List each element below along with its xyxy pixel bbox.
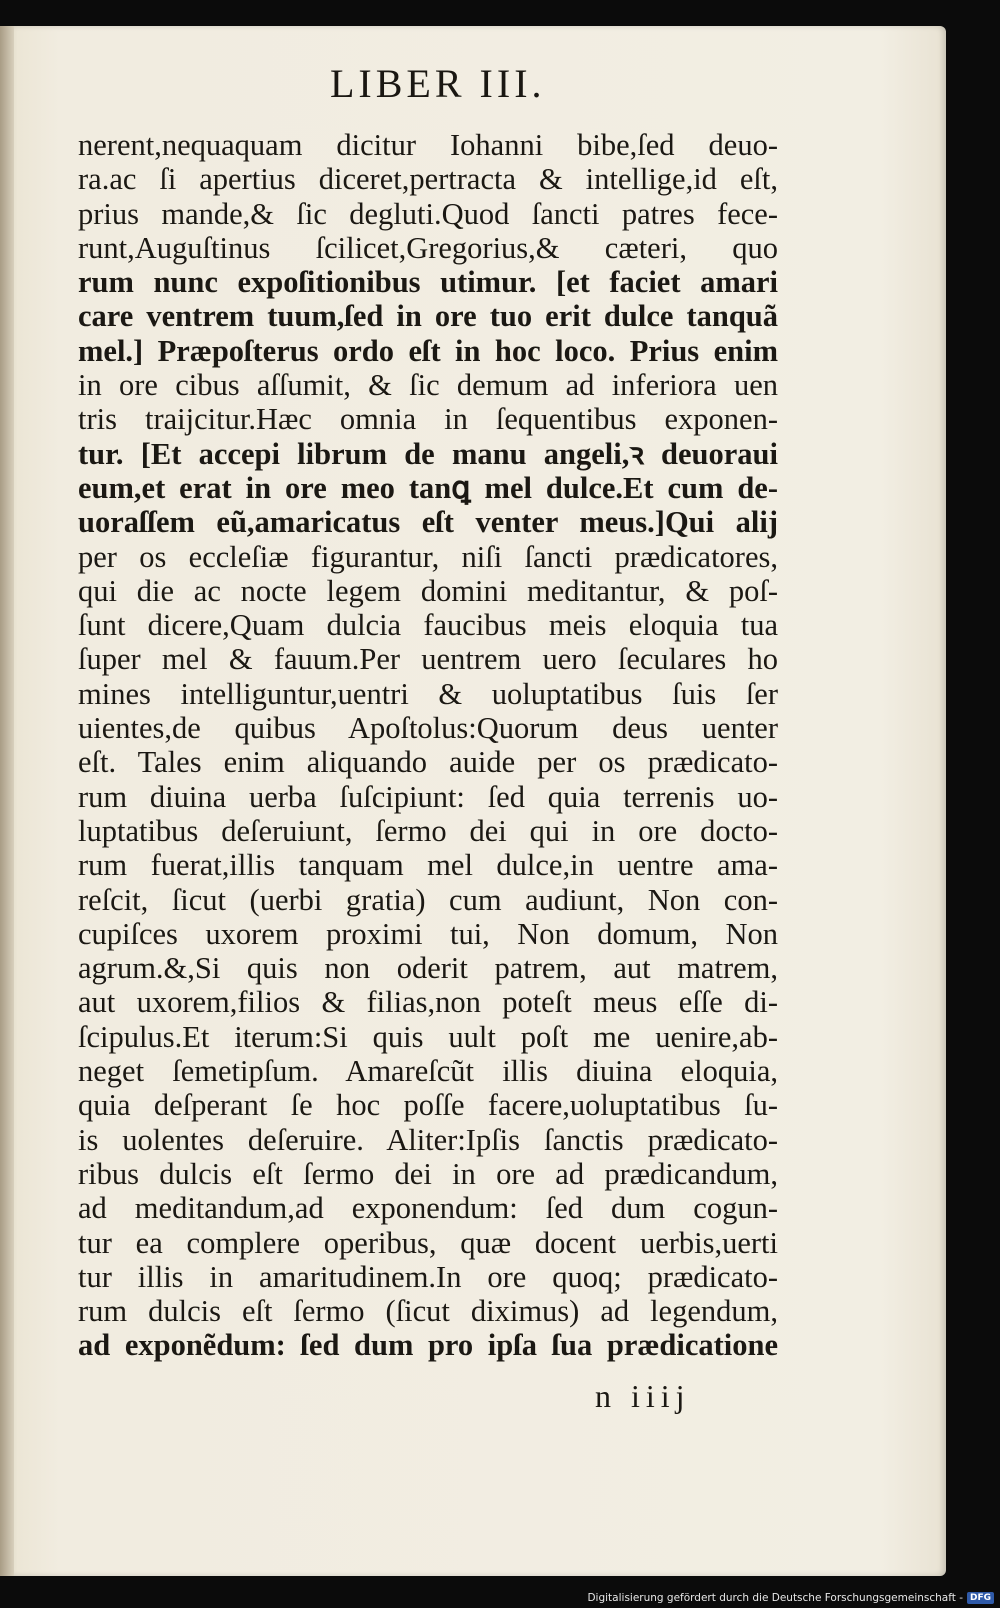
text-line: prius mande,& ſic degluti.Quod ſancti patres fece-	[78, 196, 778, 231]
text-line: ad meditandum,ad exponendum: ſed dum cogun-	[78, 1191, 778, 1226]
text-line: luptatibus deſeruiunt, ſermo dei qui in ore docto-	[78, 813, 778, 848]
text-line: ſcipulus.Et iterum:Si quis uult poſt me uenire,ab-	[78, 1019, 778, 1054]
text-line: care ventrem tuum,ſed in ore tuo erit dulce tanquã	[78, 299, 778, 334]
text-line: tris traijcitur.Hæc omnia in ſequentibus exponen-	[78, 402, 778, 437]
text-line: eſt. Tales enim aliquando auide per os prædicato-	[78, 745, 778, 780]
text-line: agrum.&,Si quis non oderit patrem, aut matrem,	[78, 951, 778, 986]
page-gutter	[0, 26, 14, 1576]
text-line: eum,et erat in ore meo tanꝗ mel dulce.Et cum de-	[78, 470, 778, 505]
running-header: LIBER III.	[330, 61, 546, 106]
text-line: quia deſperant ſe hoc poſſe facere,uoluptatibus ſu-	[78, 1088, 778, 1123]
text-line: per os eccleſiæ figurantur, niſi ſancti prædicatores,	[78, 539, 778, 574]
text-line: runt,Auguſtinus ſcilicet,Gregorius,& cæteri, quo	[78, 230, 778, 265]
text-line: neget ſemetipſum. Amareſcũt illis diuina eloquia,	[78, 1054, 778, 1089]
text-line: rum dulcis eſt ſermo (ſicut diximus) ad legendum,	[78, 1294, 778, 1329]
text-line: uientes,de quibus Apoſtolus:Quorum deus uenter	[78, 711, 778, 746]
text-line: rum nunc expoſitionibus utimur. [et faciet amari	[78, 265, 778, 300]
text-line: aut uxorem,filios & filias,non poteſt meus eſſe di-	[78, 985, 778, 1020]
page-text	[78, 128, 778, 1363]
text-line: reſcit, ſicut (uerbi gratia) cum audiunt, Non con-	[78, 882, 778, 917]
digitization-credit	[587, 1592, 994, 1604]
credit-text: Digitalisierung gefördert durch die Deutsche Forschungsgemeinschaft -	[587, 1592, 963, 1604]
text-line: ra.ac ſi apertius diceret,pertracta & intellige,id eſt,	[78, 162, 778, 197]
text-line: ſunt dicere,Quam dulcia faucibus meis eloquia tua	[78, 608, 778, 643]
text-line: ribus dulcis eſt ſermo dei in ore ad prædicandum,	[78, 1156, 778, 1191]
signature-mark: n iiij	[595, 1378, 691, 1414]
text-line: tur illis in amaritudinem.In ore quoq; prædicato-	[78, 1259, 778, 1294]
text-line: rum fuerat,illis tanquam mel dulce,in uentre ama-	[78, 848, 778, 883]
text-line: uoraſſem eũ,amaricatus eſt venter meus.]Qui alij	[78, 505, 778, 540]
text-line: tur ea complere operibus, quæ docent uerbis,uerti	[78, 1225, 778, 1260]
text-line: mel.] Præpoſterus ordo eſt in hoc loco. Prius enim	[78, 333, 778, 368]
text-line: mines intelliguntur,uentri & uoluptatibus ſuis ſer	[78, 676, 778, 711]
text-line: ſuper mel & fauum.Per uentrem uero ſeculares ho	[78, 642, 778, 677]
text-line: qui die ac nocte legem domini meditantur, & poſ-	[78, 573, 778, 608]
text-line: ad exponẽdum: ſed dum pro ipſa ſua prædicatione	[78, 1328, 778, 1363]
text-line: rum diuina uerba ſuſcipiunt: ſed quia terrenis uo-	[78, 779, 778, 814]
dfg-logo-icon: DFG	[967, 1592, 994, 1604]
text-line: nerent,nequaquam dicitur Iohanni bibe,ſed deuo-	[78, 128, 778, 162]
text-line: is uolentes deſeruire. Aliter:Ipſis ſanctis prædicato-	[78, 1122, 778, 1157]
text-line: tur. [Et accepi librum de manu angeli,ꝛ deuoraui	[78, 436, 778, 471]
text-line: in ore cibus aſſumit, & ſic demum ad inferiora uen	[78, 368, 778, 403]
text-line: cupiſces uxorem proximi tui, Non domum, Non	[78, 916, 778, 951]
